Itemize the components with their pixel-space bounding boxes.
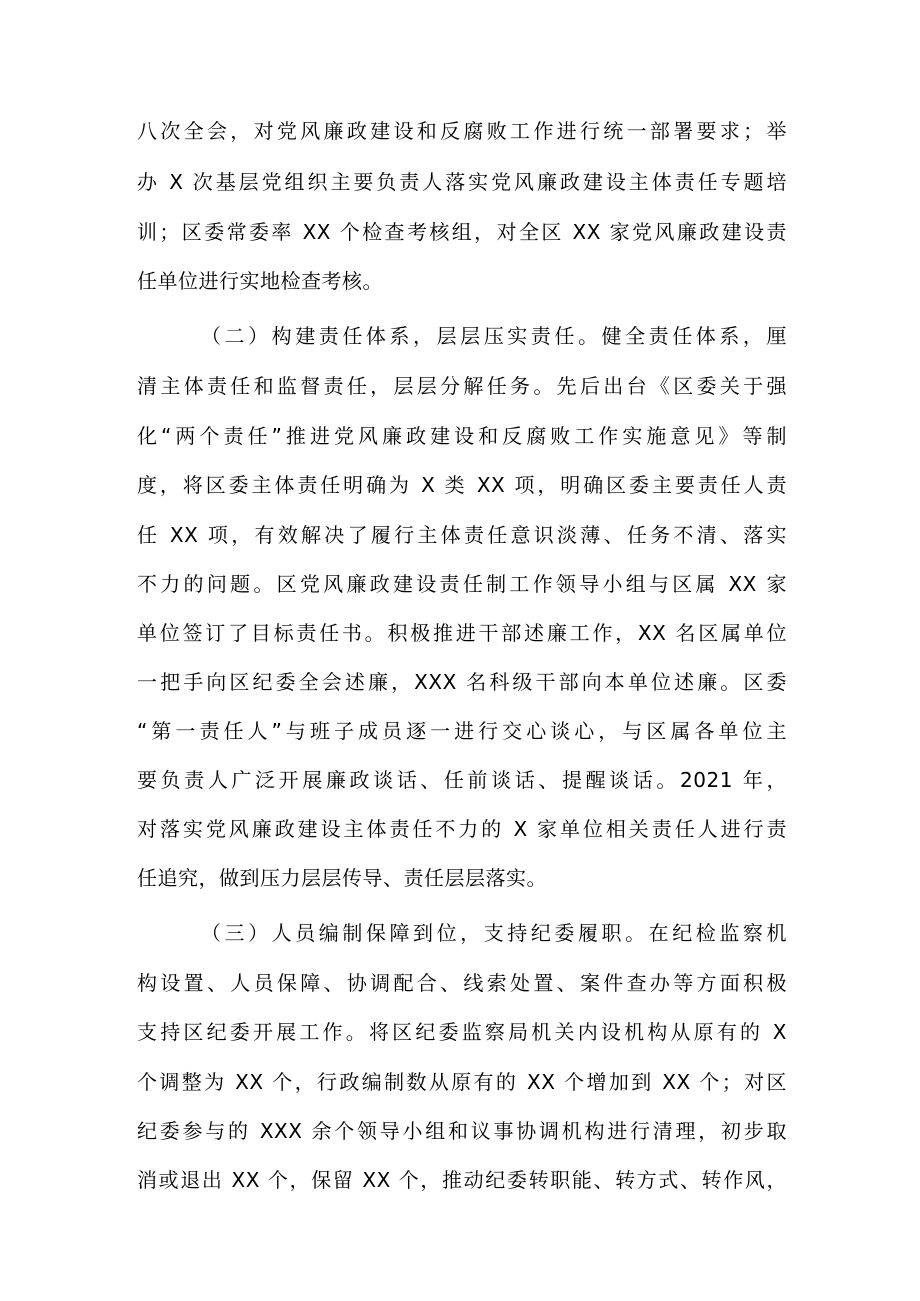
paragraph-3-heading-line: （三）人员编制保障到位，支持纪委履职。在纪检监察机 (201, 921, 787, 945)
text-line-21: 纪委参与的 XXX 余个领导小组和议事协调机构进行清理，初步取 (137, 1119, 787, 1143)
paragraph-2-heading-line: （二）构建责任体系，层层压实责任。健全责任体系，厘 (201, 324, 787, 348)
text-line-13: “第一责任人”与班子成员逐一进行交心谈心，与区属各单位主 (137, 719, 787, 743)
text-line-2: 办 X 次基层党组织主要负责人落实党风廉政建设主体责任专题培 (137, 170, 787, 194)
text-line-16: 任追究，做到压力层层传导、责任层层落实。 (137, 866, 547, 890)
text-line-10: 不力的问题。区党风廉政建设责任制工作领导小组与区属 XX 家 (137, 572, 787, 596)
text-line-7: 化“两个责任”推进党风廉政建设和反腐败工作实施意见》等制 (137, 424, 787, 448)
text-line-3: 训；区委常委率 XX 个检查考核组，对全区 XX 家党风廉政建设责 (137, 220, 787, 244)
text-line-1: 八次全会，对党风廉政建设和反腐败工作进行统一部署要求；举 (137, 119, 787, 143)
text-line-20: 个调整为 XX 个，行政编制数从原有的 XX 个增加到 XX 个；对区 (137, 1070, 787, 1094)
text-line-11: 单位签订了目标责任书。积极推进干部述廉工作，XX 名区属单位 (137, 621, 787, 645)
text-line-8: 度，将区委主体责任明确为 X 类 XX 项，明确区委主要责任人责 (137, 473, 787, 497)
text-line-9: 任 XX 项，有效解决了履行主体责任意识淡薄、任务不清、落实 (137, 523, 787, 547)
text-line-6: 清主体责任和监督责任，层层分解任务。先后出台《区委关于强 (137, 374, 787, 398)
text-line-18: 构设置、人员保障、协调配合、线索处置、案件查办等方面积极 (137, 971, 787, 995)
text-line-14: 要负责人广泛开展廉政谈话、任前谈话、提醒谈话。2021 年， (137, 768, 787, 792)
text-line-15: 对落实党风廉政建设主体责任不力的 X 家单位相关责任人进行责 (137, 817, 787, 841)
text-line-4: 任单位进行实地检查考核。 (137, 269, 383, 293)
text-line-22: 消或退出 XX 个，保留 XX 个，推动纪委转职能、转方式、转作风， (137, 1168, 787, 1192)
text-line-12: 一把手向区纪委全会述廉，XXX 名科级干部向本单位述廉。区委 (137, 670, 787, 694)
text-line-19: 支持区纪委开展工作。将区纪委监察局机关内设机构从原有的 X (137, 1020, 787, 1044)
